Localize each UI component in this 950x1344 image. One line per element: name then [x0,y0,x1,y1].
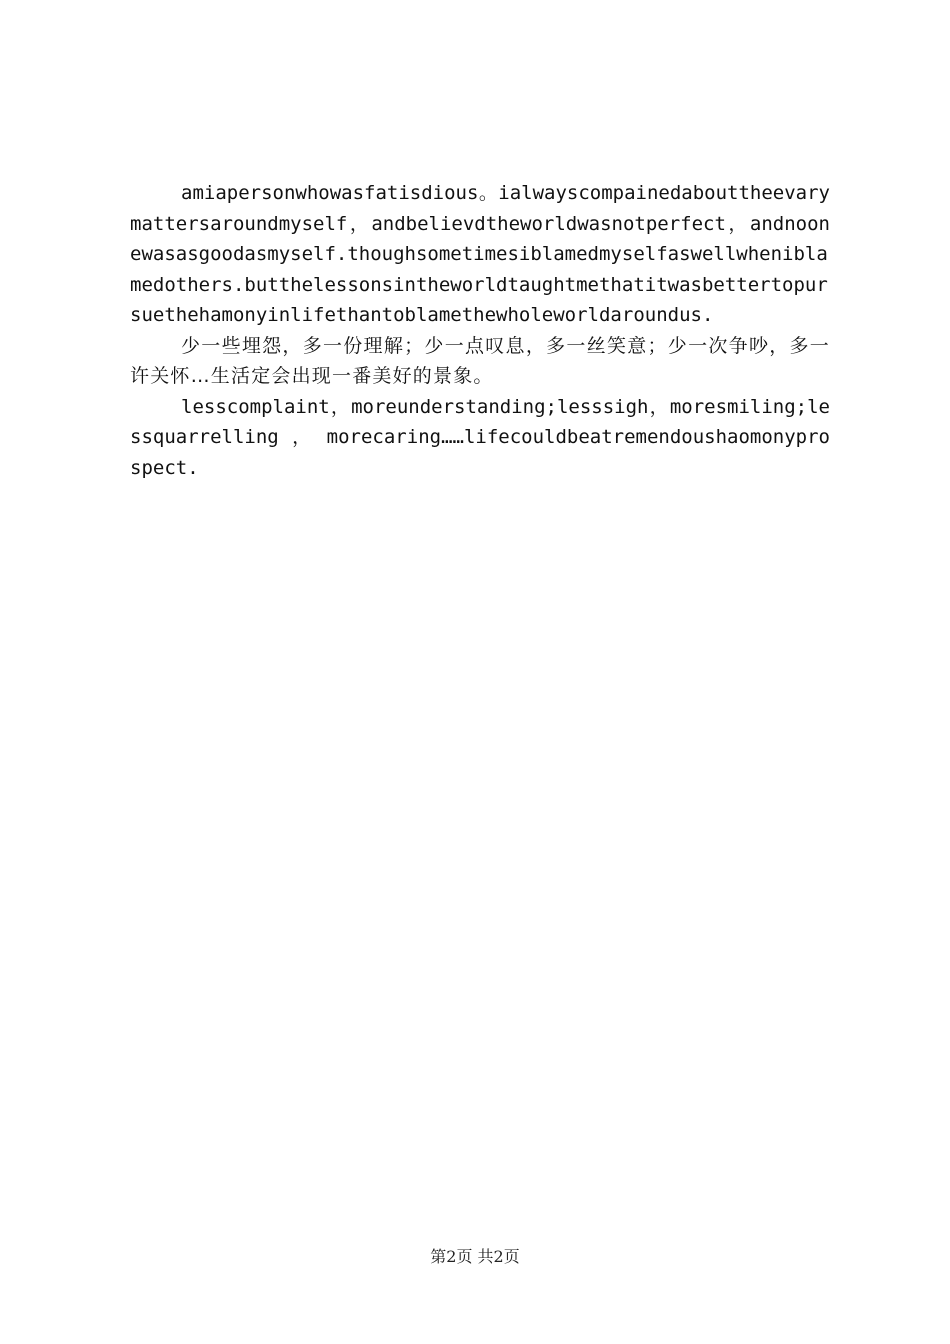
paragraph-english-intro: amiapersonwhowasfatisdious。ialwayscompainedabouttheevarymattersaroundmyself，andbelievdtheworldwasnotperfect，andnoonewasasgoodasmyself.thoughsometimesiblamedmyselfaswellwheniblamedothers.butthelessonsintheworldtaughtmethatitwasbettertopursuethehamonyinlifethantoblamethewholeworldaroundus. [130,182,830,326]
paragraph-chinese: 少一些埋怨，多一份理解；少一点叹息，多一丝笑意；少一次争吵，多一许关怀…生活定会出现一番美好的景象。 [130,334,830,387]
paragraph-english-translation: lesscomplaint，moreunderstanding;lesssigh，moresmiling;lessquarrelling ， morecaring……lifecouldbeatremendoushaomonyprospect. [130,395,830,479]
document-body [130,178,830,483]
page-number-footer: 第2页 共2页 [430,1247,520,1266]
